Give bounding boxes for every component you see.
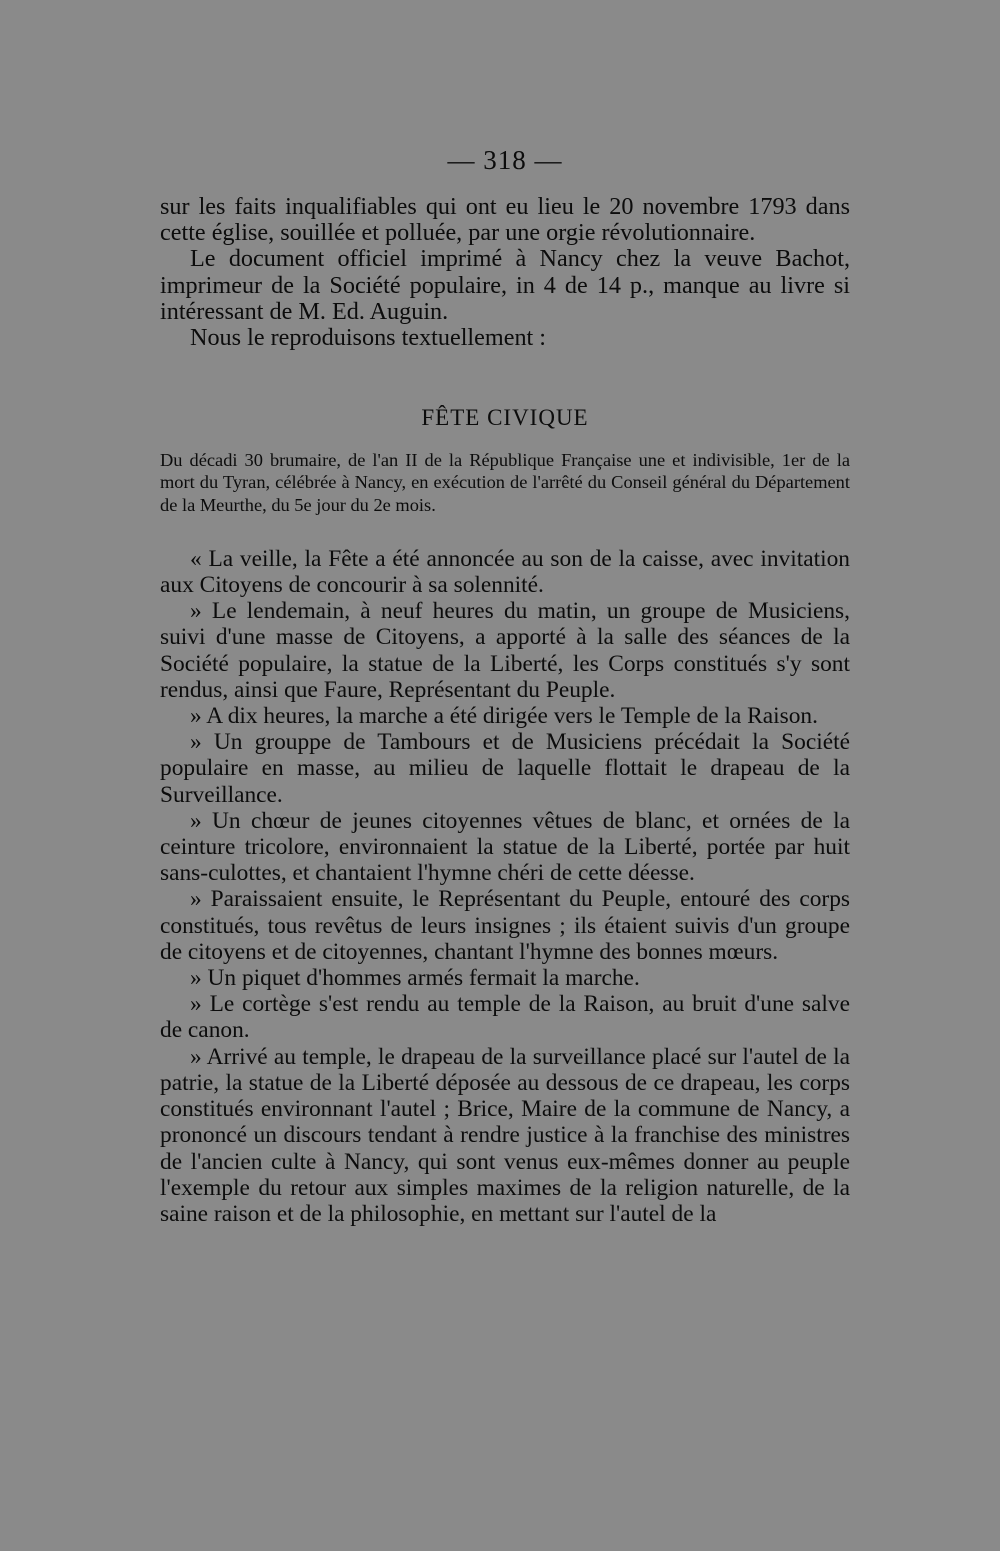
body-paragraph: » A dix heures, la marche a été dirigée vers le Temple de la Raison. <box>190 703 818 730</box>
section-title: FÊTE CIVIQUE <box>421 405 589 431</box>
body-paragraph: » Le cortège s'est rendu au temple de la Raison, au bruit d'une salve de canon. <box>160 991 850 1044</box>
intro-paragraph: Le document officiel imprimé à Nancy chez la veuve Bachot, imprimeur de la Société populaire, in 4 de 14 p., manque au livre si intéressant de M. Ed. Auguin. <box>160 245 850 325</box>
body-paragraph: » Un chœur de jeunes citoyennes vêtues de blanc, et ornées de la ceinture tricolore, environnaient la statue de la Liberté, portée par huit sans-culottes, et chantaient l'hymne chéri de cette déesse. <box>160 807 850 887</box>
book-page <box>160 140 850 1227</box>
body-text <box>160 546 850 1227</box>
intro-paragraph: Nous le reproduisons textuellement : <box>190 324 547 352</box>
body-paragraph: « La veille, la Fête a été annoncée au son de la caisse, avec invitation aux Citoyens de concourir à sa solennité. <box>160 545 850 599</box>
body-paragraph: » Un grouppe de Tambours et de Musiciens précédait la Société populaire en masse, au milieu de laquelle flottait le drapeau de la Surveillance. <box>160 729 850 808</box>
page-number: — 318 — <box>447 145 563 175</box>
intro-text <box>160 194 850 351</box>
body-paragraph: » Arrivé au temple, le drapeau de la surveillance placé sur l'autel de la patrie, la statue de la Liberté déposée au dessous de ce drapeau, les corps constitués environnant l'autel ; Brice, Maire de la commune de Nancy, a prononcé un discours tendant à rendre justice à la franchise des ministres de l'ancien culte à Nancy, qui sont venus eux-mêmes donner au peuple l'exemple du retour aux simples maximes de la religion naturelle, de la saine raison et de la philosophie, en mettant sur l'autel de la <box>160 1043 850 1227</box>
intro-paragraph: sur les faits inqualifiables qui ont eu lieu le 20 novembre 1793 dans cette église, souillée et polluée, par une orgie révolutionnaire. <box>160 193 850 247</box>
caption-text: Du décadi 30 brumaire, de l'an II de la République Française une et indivisible, 1er de la mort du Tyran, célébrée à Nancy, en exécution de l'arrêté du Conseil général du Département de la Meurthe, du 5e jour du 2e mois. <box>160 450 850 515</box>
body-paragraph: » Le lendemain, à neuf heures du matin, un groupe de Musiciens, suivi d'une masse de Citoyens, a apporté à la salle des séances de la Société populaire, la statue de la Liberté, les Corps constitués s'y sont rendus, ainsi que Faure, Représentant du Peuple. <box>160 598 850 703</box>
section-caption <box>160 449 850 516</box>
body-paragraph: » Paraissaient ensuite, le Représentant du Peuple, entouré des corps constitués, tous revêtus de leurs insignes ; ils étaient suivis d'un groupe de citoyens et de citoyennes, chantant l'hymne des bonnes mœurs. <box>160 886 850 965</box>
body-paragraph: » Un piquet d'hommes armés fermait la marche. <box>190 965 640 992</box>
